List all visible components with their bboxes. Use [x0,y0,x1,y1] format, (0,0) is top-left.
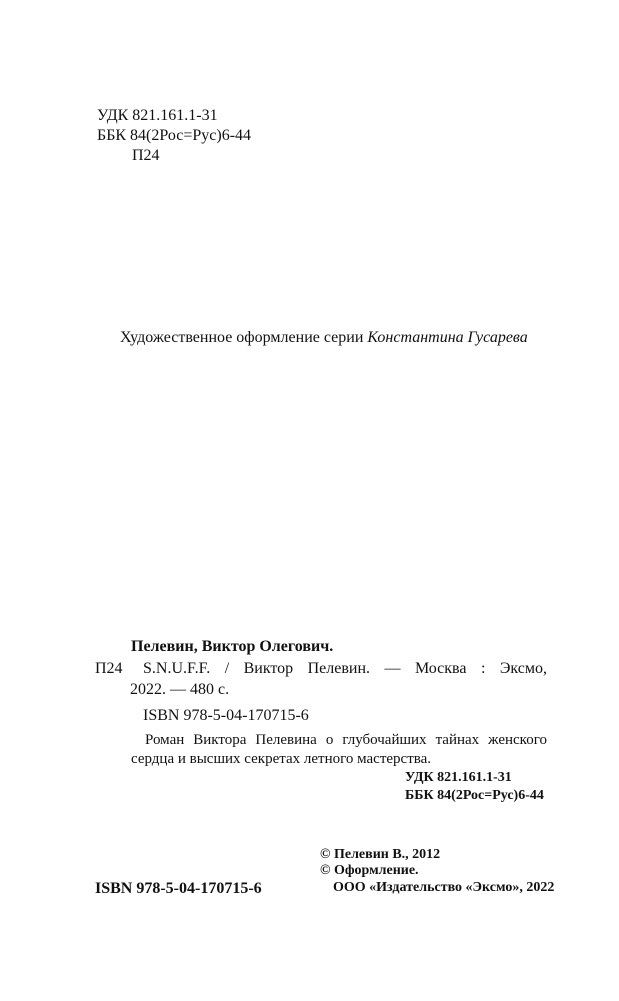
catalog-author-mark: П24 [95,660,123,677]
copyright-author: © Пелевин В., 2012 [320,847,441,862]
design-credit-name: Константина Гусарева [367,329,528,346]
design-credit [120,328,528,348]
bbk-code: ББК 84(2Рос=Рус)6-44 [97,127,252,144]
catalog-annotation-line2: сердца и высших секретах летного мастерства. [131,751,432,767]
design-credit-text: Художественное оформление серии [120,329,364,346]
publisher-line: ООО «Издательство «Эксмо», 2022 [333,880,555,895]
catalog-bbk-code: ББК 84(2Рос=Рус)6-44 [405,788,544,803]
catalog-author-heading: Пелевин, Виктор Олегович. [131,638,334,655]
author-mark: П24 [132,147,160,164]
catalog-isbn: ISBN 978-5-04-170715-6 [143,707,309,724]
udk-code: УДК 821.161.1-31 [97,107,218,124]
catalog-description-line1: S.N.U.F.F. / Виктор Пелевин. — Москва : Эксмо, [143,660,547,677]
footer-isbn: ISBN 978-5-04-170715-6 [95,880,262,897]
catalog-udk-code: УДК 821.161.1-31 [405,770,512,785]
catalog-annotation-line1: Роман Виктора Пелевина о глубочайших тайнах женского [145,732,547,748]
copyright-design: © Оформление. [320,863,419,878]
catalog-description-line2: 2022. — 480 с. [130,681,230,698]
